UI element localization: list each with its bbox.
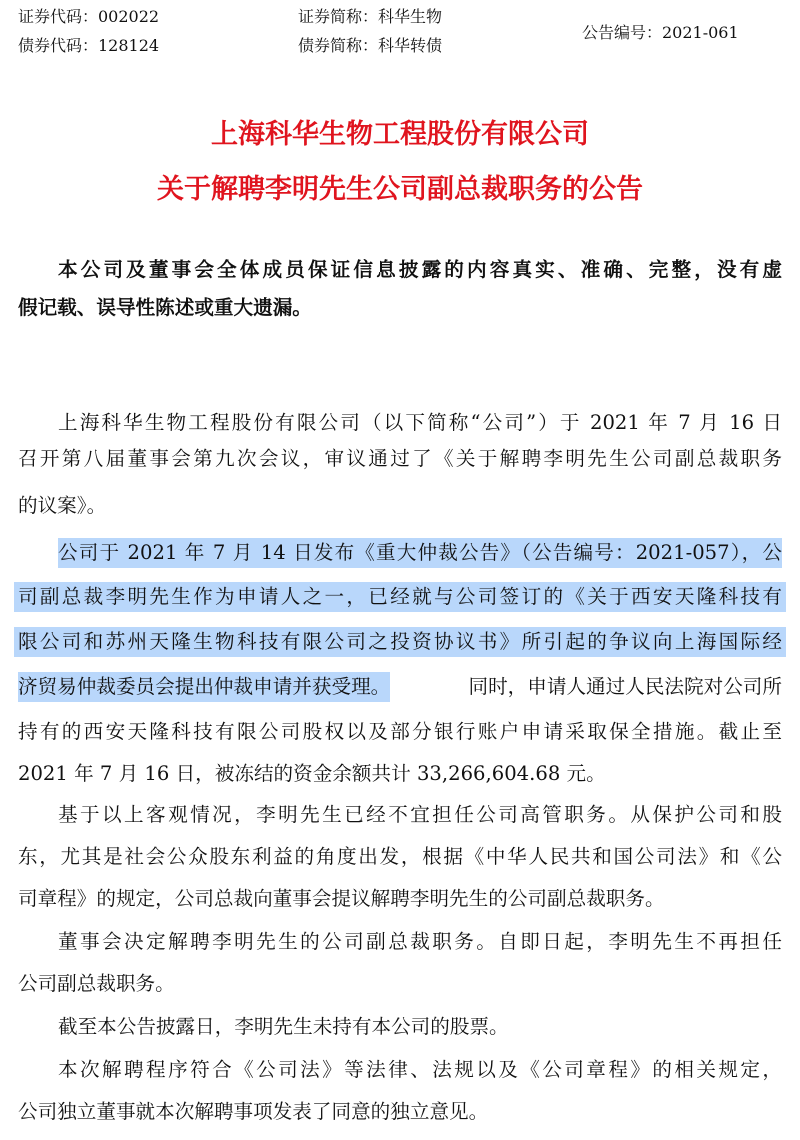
paragraph-line: 董事会决定解聘李明先生的公司副总裁职务。自即日起，李明先生不再担任 xyxy=(58,930,782,953)
highlighted-line: 公司于 2021 年 7 月 14 日发布《重大仲裁公告》（公告编号：2021-057），公 xyxy=(58,538,782,568)
paragraph-line: 持有的西安天隆科技有限公司股权以及部分银行账户申请采取保全措施。截止至 xyxy=(18,720,782,743)
announcement-number: 公告编号：2021-061 xyxy=(582,23,739,42)
paragraph-line: 上海科华生物工程股份有限公司（以下简称“公司”）于 2021 年 7 月 16 日 xyxy=(58,411,782,434)
paragraph-line: 司章程》的规定，公司总裁向董事会提议解聘李明先生的公司副总裁职务。 xyxy=(18,887,665,910)
highlighted-segment: 济贸易仲裁委员会提出仲裁申请并获受理。 xyxy=(18,672,390,702)
paragraph-line: 本次解聘程序符合《公司法》等法律、法规以及《公司章程》的相关规定， xyxy=(58,1058,782,1081)
paragraph-line: 的议案》。 xyxy=(18,494,107,517)
paragraph-line: 召开第八届董事会第九次会议，审议通过了《关于解聘李明先生公司副总裁职务 xyxy=(18,447,782,470)
paragraph-line: 公司独立董事就本次解聘事项发表了同意的独立意见。 xyxy=(18,1100,489,1123)
statement-line: 本公司及董事会全体成员保证信息披露的内容真实、准确、完整，没有虚 xyxy=(58,258,782,281)
paragraph-line: 基于以上客观情况，李明先生已经不宜担任公司高管职务。从保护公司和股 xyxy=(58,803,782,826)
bond-name: 债券简称：科华转债 xyxy=(298,36,443,55)
paragraph-line: 东，尤其是社会公众股东利益的角度出发，根据《中华人民共和国公司法》和《公 xyxy=(18,845,782,868)
paragraph-line-mixed xyxy=(18,672,782,702)
company-title: 上海科华生物工程股份有限公司 xyxy=(211,119,589,150)
stock-code: 证券代码：002022 xyxy=(18,7,160,26)
highlighted-line: 限公司和苏州天隆生物科技有限公司之投资协议书》所引起的争议向上海国际经 xyxy=(14,627,786,657)
paragraph-line: 公司副总裁职务。 xyxy=(18,972,175,995)
statement-line: 假记载、误导性陈述或重大遗漏。 xyxy=(18,296,312,319)
bond-code: 债券代码：128124 xyxy=(18,36,160,55)
stock-name: 证券简称：科华生物 xyxy=(298,7,443,26)
paragraph-line: 截至本公告披露日，李明先生未持有本公司的股票。 xyxy=(58,1015,509,1038)
paragraph-line: 2021 年 7 月 16 日，被冻结的资金余额共计 33,266,604.68 元。 xyxy=(18,762,606,785)
paragraph-segment: 同时，申请人通过人民法院对公司所 xyxy=(468,675,782,698)
highlighted-line: 司副总裁李明先生作为申请人之一，已经就与公司签订的《关于西安天隆科技有 xyxy=(14,582,786,612)
announcement-subject: 关于解聘李明先生公司副总裁职务的公告 xyxy=(157,174,643,205)
